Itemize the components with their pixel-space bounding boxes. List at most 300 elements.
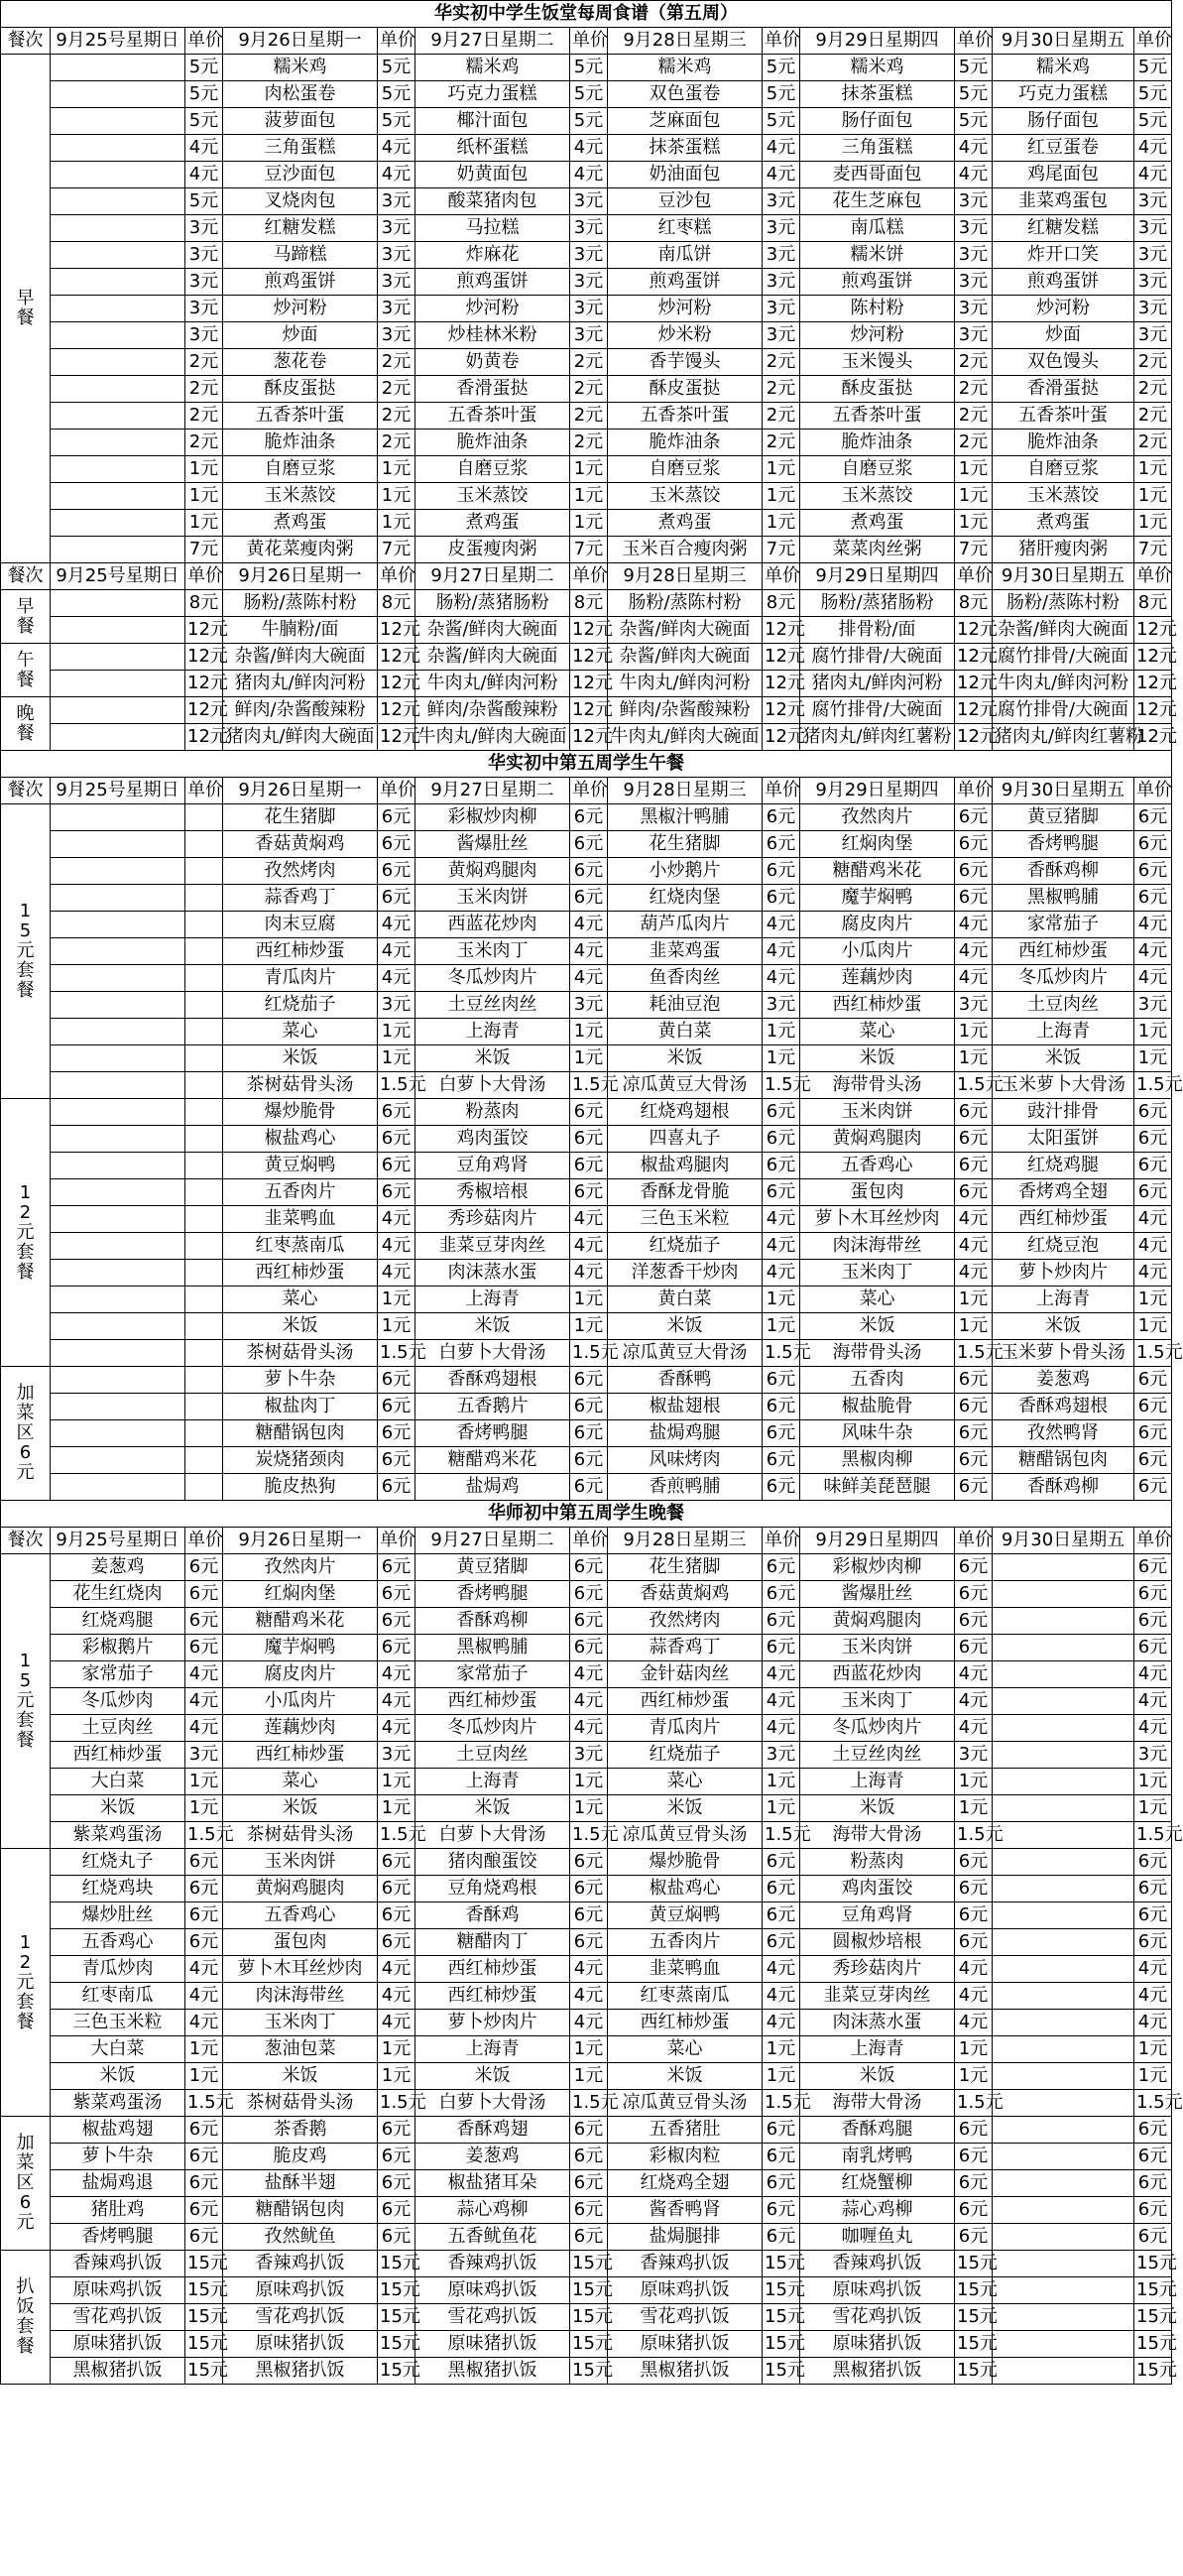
price-cell: 15元 (185, 2277, 223, 2304)
dish-cell (993, 1742, 1134, 1769)
menu-row (1, 590, 1172, 617)
price-cell: 3元 (955, 242, 993, 269)
dish-cell: 玉米肉丁 (415, 938, 570, 965)
price-cell: 1元 (570, 456, 608, 483)
dish-cell: 炒面 (993, 322, 1134, 349)
sunday-dish: 原味鸡扒饭 (51, 2277, 185, 2304)
price-cell (185, 1072, 223, 1099)
menu-row (1, 1233, 1172, 1260)
price-cell: 15元 (378, 2251, 415, 2277)
dish-cell: 脆炸油条 (415, 429, 570, 456)
price-cell: 7元 (955, 537, 993, 563)
dish-cell: 盐酥半翅 (223, 2170, 378, 2197)
dish-cell: 米饭 (608, 2063, 763, 2090)
menu-row (1, 2224, 1172, 2251)
price-cell (185, 1045, 223, 1072)
sunday-dish (51, 456, 185, 483)
dish-cell: 椒盐鸡心 (223, 1126, 378, 1153)
sunday-dish (51, 135, 185, 162)
price-cell: 4元 (1134, 1956, 1172, 1983)
price-cell: 4元 (570, 2010, 608, 2036)
price-cell: 7元 (378, 537, 415, 563)
price-cell: 1元 (955, 1019, 993, 1045)
price-cell: 6元 (955, 2197, 993, 2224)
dish-cell: 黄焖鸡腿肉 (800, 1608, 955, 1635)
dish-cell: 豆角鸡肾 (415, 1153, 570, 1179)
price-cell: 15元 (570, 2331, 608, 2358)
price-cell (185, 1474, 223, 1501)
day-header: 9月28日星期三 (608, 563, 763, 590)
price-cell: 1元 (763, 1795, 800, 1822)
menu-row (1, 483, 1172, 510)
dish-cell (993, 1635, 1134, 1661)
dish-cell: 茶香鹅 (223, 2117, 378, 2144)
dish-cell: 玉米肉丁 (223, 2010, 378, 2036)
price-cell: 2元 (763, 429, 800, 456)
price-cell: 2元 (955, 349, 993, 376)
dish-cell: 奶油面包 (608, 162, 763, 188)
price-cell: 3元 (1134, 242, 1172, 269)
sunday-dish: 原味猪扒饭 (51, 2331, 185, 2358)
dish-cell: 孜然烤肉 (223, 858, 378, 885)
menu-row (1, 81, 1172, 108)
price-cell: 3元 (378, 215, 415, 242)
dish-cell: 米饭 (608, 1795, 763, 1822)
dish-cell: 西红柿炒蛋 (223, 1742, 378, 1769)
dish-cell: 菜心 (800, 1287, 955, 1313)
price-cell: 6元 (763, 2117, 800, 2144)
price-cell: 4元 (570, 1661, 608, 1688)
dish-cell: 雪花鸡扒饭 (608, 2304, 763, 2331)
price-cell: 4元 (185, 1715, 223, 1742)
dish-cell (993, 2063, 1134, 2090)
price-cell: 5元 (185, 108, 223, 135)
price-cell (185, 1313, 223, 1340)
price-cell: 15元 (1134, 2331, 1172, 2358)
price-cell: 2元 (763, 376, 800, 403)
price-cell: 6元 (570, 1635, 608, 1661)
price-cell: 1.5元 (378, 2090, 415, 2117)
price-cell: 6元 (378, 831, 415, 858)
price-cell: 6元 (378, 2224, 415, 2251)
price-cell: 1元 (955, 483, 993, 510)
dish-cell: 猪肉丸/鲜肉河粉 (800, 671, 955, 697)
dish-cell: 肉沫蒸水蛋 (800, 2010, 955, 2036)
dish-cell (993, 2117, 1134, 2144)
price-cell: 6元 (955, 2170, 993, 2197)
price-cell: 1.5元 (763, 2090, 800, 2117)
dish-cell (993, 2144, 1134, 2170)
price-cell: 1.5元 (955, 1822, 993, 1849)
dish-cell: 五香茶叶蛋 (608, 403, 763, 429)
dish-cell: 炒面 (223, 322, 378, 349)
dish-cell: 肉末豆腐 (223, 912, 378, 938)
price-cell: 8元 (955, 590, 993, 617)
price-header: 单价 (185, 778, 223, 804)
menu-row (1, 1072, 1172, 1099)
price-cell: 5元 (570, 81, 608, 108)
price-cell: 2元 (955, 403, 993, 429)
dish-cell (993, 1661, 1134, 1688)
price-cell: 1元 (378, 1287, 415, 1313)
price-cell: 6元 (1134, 804, 1172, 831)
price-cell: 6元 (955, 1929, 993, 1956)
menu-row (1, 269, 1172, 296)
dish-cell: 风味牛杂 (800, 1420, 955, 1447)
dish-cell: 杂酱/鲜肉大碗面 (415, 617, 570, 644)
price-cell: 1元 (570, 510, 608, 537)
menu-row (1, 1769, 1172, 1795)
dish-cell: 双色蛋卷 (608, 81, 763, 108)
price-cell: 1.5元 (763, 1340, 800, 1367)
dish-cell: 花生芝麻包 (800, 188, 955, 215)
price-cell: 8元 (378, 590, 415, 617)
price-cell: 6元 (955, 1153, 993, 1179)
dish-cell: 蒜心鸡柳 (415, 2197, 570, 2224)
dish-cell: 西红柿炒蛋 (415, 1956, 570, 1983)
sunday-dish: 香烤鸭腿 (51, 2224, 185, 2251)
price-cell: 6元 (570, 2197, 608, 2224)
menu-row (1, 1019, 1172, 1045)
sunday-dish (51, 697, 185, 724)
dish-cell: 味鲜美琵琶腿 (800, 1474, 955, 1501)
dish-cell: 海带大骨汤 (800, 1822, 955, 1849)
price-cell: 6元 (378, 1635, 415, 1661)
dish-cell: 糖醋锅包肉 (223, 2197, 378, 2224)
dish-cell: 土豆丝肉丝 (800, 1742, 955, 1769)
price-cell: 6元 (1134, 1420, 1172, 1447)
price-cell: 6元 (378, 1420, 415, 1447)
price-cell (185, 885, 223, 912)
dish-cell: 排骨粉/面 (800, 617, 955, 644)
dish-cell: 青瓜肉片 (608, 1715, 763, 1742)
dish-cell: 西红柿炒蛋 (223, 938, 378, 965)
price-cell: 4元 (763, 1688, 800, 1715)
price-cell: 5元 (378, 108, 415, 135)
price-cell: 15元 (763, 2358, 800, 2385)
dish-cell: 香酥鸡翅根 (415, 1367, 570, 1394)
meal-category-text: 加菜区6元 (16, 1383, 35, 1483)
price-cell: 6元 (378, 2144, 415, 2170)
sunday-dish: 雪花鸡扒饭 (51, 2304, 185, 2331)
price-cell: 6元 (955, 1394, 993, 1420)
dish-cell: 香酥鸡柳 (993, 1474, 1134, 1501)
dish-cell: 花生猪脚 (608, 1554, 763, 1581)
dish-cell: 米饭 (223, 1045, 378, 1072)
dish-cell: 红烧鸡全翅 (608, 2170, 763, 2197)
dish-cell: 酸菜猪肉包 (415, 188, 570, 215)
dish-cell: 五香猪肚 (608, 2117, 763, 2144)
price-cell: 3元 (955, 296, 993, 322)
dish-cell: 冬瓜炒肉片 (415, 965, 570, 992)
dish-cell: 小瓜肉片 (800, 938, 955, 965)
price-cell: 3元 (1134, 269, 1172, 296)
price-cell: 5元 (763, 55, 800, 81)
dish-cell: 魔芋焖鸭 (223, 1635, 378, 1661)
dish-cell: 香辣鸡扒饭 (223, 2251, 378, 2277)
dish-cell: 冬瓜炒肉片 (993, 965, 1134, 992)
menu-row (1, 1822, 1172, 1849)
dish-cell: 自磨豆浆 (223, 456, 378, 483)
price-cell: 4元 (570, 938, 608, 965)
dish-cell: 红烧茄子 (608, 1742, 763, 1769)
sunday-dish: 大白菜 (51, 2036, 185, 2063)
dish-cell: 米饭 (608, 1313, 763, 1340)
price-cell: 6元 (185, 2117, 223, 2144)
price-cell: 1元 (185, 1769, 223, 1795)
price-cell: 6元 (763, 885, 800, 912)
dish-cell: 蛋包肉 (223, 1929, 378, 1956)
price-cell: 15元 (378, 2304, 415, 2331)
menu-row (1, 1581, 1172, 1608)
price-cell: 6元 (763, 2144, 800, 2170)
dish-cell: 凉瓜黄豆骨头汤 (608, 2090, 763, 2117)
menu-row (1, 831, 1172, 858)
price-cell (185, 1340, 223, 1367)
price-header: 单价 (763, 778, 800, 804)
sunday-dish (51, 1206, 185, 1233)
price-cell: 4元 (763, 938, 800, 965)
price-cell: 1元 (378, 1019, 415, 1045)
dish-cell: 糯米饼 (800, 242, 955, 269)
price-cell: 4元 (378, 2010, 415, 2036)
price-header: 单价 (763, 28, 800, 55)
sunday-dish (51, 938, 185, 965)
section-title: 华实初中第五周学生午餐 (1, 751, 1172, 778)
price-header: 单价 (378, 778, 415, 804)
dish-cell: 咖喱鱼丸 (800, 2224, 955, 2251)
price-cell: 4元 (763, 1260, 800, 1287)
price-cell: 4元 (955, 162, 993, 188)
price-cell: 12元 (185, 671, 223, 697)
dish-cell: 猪肉丸/鲜肉红薯粉 (993, 724, 1134, 751)
day-header: 9月26日星期一 (223, 563, 378, 590)
sunday-dish (51, 1153, 185, 1179)
dish-cell: 葫芦瓜肉片 (608, 912, 763, 938)
meal-col-header: 餐次 (1, 28, 51, 55)
price-cell: 4元 (1134, 1715, 1172, 1742)
sunday-dish (51, 108, 185, 135)
price-header: 单价 (1134, 563, 1172, 590)
price-cell: 4元 (763, 1233, 800, 1260)
dish-cell: 黑椒汁鸭脯 (608, 804, 763, 831)
dish-cell: 彩椒肉粒 (608, 2144, 763, 2170)
price-cell: 4元 (955, 1688, 993, 1715)
dish-cell: 肠粉/蒸陈村粉 (223, 590, 378, 617)
dish-cell: 秀珍菇肉片 (415, 1206, 570, 1233)
dish-cell: 玉米蒸饺 (415, 483, 570, 510)
menu-row (1, 1099, 1172, 1126)
dish-cell: 土豆丝肉丝 (415, 992, 570, 1019)
menu-row (1, 1795, 1172, 1822)
dish-cell: 猪肉丸/鲜肉大碗面 (223, 724, 378, 751)
price-cell: 1.5元 (763, 1822, 800, 1849)
price-cell: 6元 (185, 1554, 223, 1581)
dish-cell: 黄焖鸡腿肉 (415, 858, 570, 885)
price-cell: 15元 (763, 2304, 800, 2331)
price-cell: 1元 (185, 1795, 223, 1822)
menu-row (1, 858, 1172, 885)
dish-cell: 煮鸡蛋 (800, 510, 955, 537)
dish-cell: 西红柿炒蛋 (608, 2010, 763, 2036)
price-cell: 3元 (763, 242, 800, 269)
price-cell: 7元 (570, 537, 608, 563)
price-cell: 6元 (763, 2197, 800, 2224)
sunday-dish: 米饭 (51, 1795, 185, 1822)
sunday-dish: 姜葱鸡 (51, 1554, 185, 1581)
header-row (1, 28, 1172, 55)
dish-cell (993, 2358, 1134, 2385)
sunday-dish (51, 483, 185, 510)
sunday-dish: 米饭 (51, 2063, 185, 2090)
price-cell: 15元 (378, 2358, 415, 2385)
dish-cell: 小炒鹅片 (608, 858, 763, 885)
sunday-dish: 盐焗鸡退 (51, 2170, 185, 2197)
dish-cell: 金针菇肉丝 (608, 1661, 763, 1688)
price-cell: 6元 (763, 1581, 800, 1608)
dish-cell: 米饭 (800, 1795, 955, 1822)
dish-cell: 圆椒炒培根 (800, 1929, 955, 1956)
dish-cell: 煮鸡蛋 (415, 510, 570, 537)
price-cell: 15元 (570, 2358, 608, 2385)
dish-cell: 五香鱿鱼花 (415, 2224, 570, 2251)
dish-cell: 肉沫海带丝 (800, 1233, 955, 1260)
day-header: 9月29日星期四 (800, 28, 955, 55)
price-cell: 1元 (570, 1287, 608, 1313)
price-cell: 6元 (955, 804, 993, 831)
price-cell: 1.5元 (1134, 1822, 1172, 1849)
dish-cell: 椒盐鸡腿肉 (608, 1153, 763, 1179)
price-cell: 4元 (378, 1715, 415, 1742)
price-cell: 5元 (378, 81, 415, 108)
menu-row (1, 1849, 1172, 1876)
price-cell: 12元 (185, 644, 223, 671)
dish-cell: 腐竹排骨/大碗面 (800, 697, 955, 724)
dish-cell: 香酥鸡翅根 (993, 1394, 1134, 1420)
dish-cell: 凉瓜黄豆大骨汤 (608, 1072, 763, 1099)
price-cell: 1元 (763, 1019, 800, 1045)
dish-cell: 黑椒猪扒饭 (223, 2358, 378, 2385)
price-cell: 4元 (378, 1661, 415, 1688)
sunday-dish (51, 1340, 185, 1367)
sunday-dish (51, 1447, 185, 1474)
dish-cell: 姜葱鸡 (415, 2144, 570, 2170)
price-cell: 6元 (763, 1554, 800, 1581)
dish-cell: 腐竹排骨/大碗面 (993, 697, 1134, 724)
price-cell: 1元 (1134, 1313, 1172, 1340)
price-cell: 12元 (378, 724, 415, 751)
dish-cell: 香辣鸡扒饭 (608, 2251, 763, 2277)
price-cell: 1元 (763, 510, 800, 537)
menu-row (1, 2144, 1172, 2170)
header-row (1, 563, 1172, 590)
price-cell: 6元 (185, 2170, 223, 2197)
sunday-dish (51, 671, 185, 697)
dish-cell: 米饭 (415, 1045, 570, 1072)
dish-cell: 萝卜木耳丝炒肉 (223, 1956, 378, 1983)
price-cell: 6元 (1134, 1367, 1172, 1394)
dish-cell: 酱香鸭肾 (608, 2197, 763, 2224)
dish-cell: 风味烤肉 (608, 1447, 763, 1474)
price-cell: 1元 (763, 2063, 800, 2090)
dish-cell: 三角蛋糕 (800, 135, 955, 162)
price-cell: 1元 (955, 2063, 993, 2090)
price-cell: 2元 (1134, 349, 1172, 376)
dish-cell: 三色玉米粒 (608, 1206, 763, 1233)
dish-cell: 白萝卜大骨汤 (415, 2090, 570, 2117)
menu-row (1, 2331, 1172, 2358)
price-cell: 4元 (763, 1206, 800, 1233)
dish-cell: 茶树菇骨头汤 (223, 2090, 378, 2117)
sunday-dish: 猪肚鸡 (51, 2197, 185, 2224)
price-cell: 6元 (570, 1126, 608, 1153)
dish-cell: 米饭 (993, 1045, 1134, 1072)
price-cell: 4元 (570, 1983, 608, 2010)
price-cell: 4元 (570, 162, 608, 188)
menu-row (1, 1688, 1172, 1715)
price-cell: 1元 (378, 2063, 415, 2090)
dish-cell: 麦西哥面包 (800, 162, 955, 188)
menu-row (1, 938, 1172, 965)
dish-cell: 家常茄子 (415, 1661, 570, 1688)
dish-cell: 糯米鸡 (415, 55, 570, 81)
price-cell: 3元 (570, 215, 608, 242)
price-header: 单价 (185, 28, 223, 55)
menu-row (1, 2090, 1172, 2117)
dish-cell: 西蓝花炒肉 (415, 912, 570, 938)
price-cell: 12元 (570, 617, 608, 644)
price-cell: 1元 (1134, 456, 1172, 483)
dish-cell: 脆炸油条 (223, 429, 378, 456)
sunday-dish (51, 912, 185, 938)
price-cell: 2元 (378, 349, 415, 376)
section-title-row (1, 751, 1172, 778)
price-cell: 4元 (570, 135, 608, 162)
price-cell: 6元 (955, 1126, 993, 1153)
sunday-dish: 冬瓜炒肉 (51, 1688, 185, 1715)
dish-cell: 家常茄子 (993, 912, 1134, 938)
price-cell: 15元 (955, 2277, 993, 2304)
sunday-dish (51, 510, 185, 537)
price-cell: 5元 (763, 108, 800, 135)
price-cell: 1元 (570, 1045, 608, 1072)
price-cell: 15元 (570, 2251, 608, 2277)
price-cell: 1元 (185, 510, 223, 537)
dish-cell (993, 2304, 1134, 2331)
price-cell: 4元 (1134, 965, 1172, 992)
dish-cell: 五香肉片 (223, 1179, 378, 1206)
price-cell: 6元 (763, 858, 800, 885)
price-cell: 6元 (185, 1581, 223, 1608)
dish-cell (993, 1929, 1134, 1956)
dish-cell: 肠仔面包 (993, 108, 1134, 135)
price-cell: 1.5元 (185, 2090, 223, 2117)
meal-category-text: 早餐 (16, 595, 35, 637)
price-cell: 6元 (1134, 1099, 1172, 1126)
dish-cell: 香烤鸭腿 (415, 1420, 570, 1447)
price-cell (185, 1019, 223, 1045)
price-cell: 6元 (378, 1876, 415, 1902)
dish-cell: 粉蒸肉 (800, 1849, 955, 1876)
dish-cell: 鲜肉/杂酱酸辣粉 (415, 697, 570, 724)
day-header: 9月30日星期五 (993, 1528, 1134, 1554)
price-cell: 3元 (1134, 322, 1172, 349)
dish-cell: 原味猪扒饭 (800, 2331, 955, 2358)
dish-cell: 玉米肉丁 (800, 1688, 955, 1715)
dish-cell: 海带大骨汤 (800, 2090, 955, 2117)
price-cell: 6元 (570, 1099, 608, 1126)
price-cell: 6元 (570, 2170, 608, 2197)
